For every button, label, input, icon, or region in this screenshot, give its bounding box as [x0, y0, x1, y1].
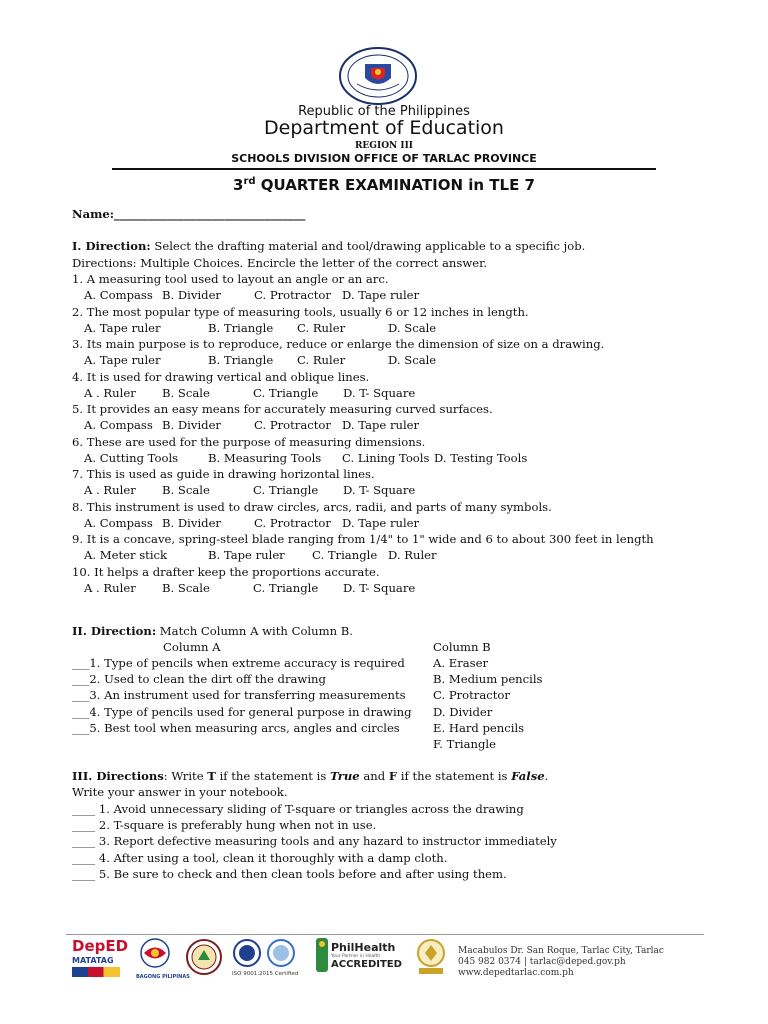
question-text: 5. It provides an easy means for accurately measuring curved surfaces.: [72, 402, 493, 416]
part1-subdirection: Directions: Multiple Choices. Encircle the letter of the correct answer.: [72, 256, 488, 270]
part1-heading-text: Select the drafting material and tool/drawing applicable to a specific job.: [150, 239, 586, 253]
answer-option[interactable]: B. Scale: [162, 580, 210, 595]
match-choice: C. Protractor: [433, 688, 510, 702]
question-text: 4. It is used for drawing vertical and oblique lines.: [72, 369, 370, 384]
philhealth-icon: [316, 938, 328, 972]
answer-option[interactable]: A . Ruler: [84, 385, 136, 400]
accredited-text: ACCREDITED: [331, 958, 402, 970]
iso-logo: [232, 938, 298, 977]
tf-item: ____ 4. After using a tool, clean it thoroughly with a damp cloth.: [72, 851, 448, 865]
match-choice: F. Triangle: [433, 737, 496, 751]
exam-title-sup: rd: [243, 176, 256, 187]
answer-option[interactable]: D. Scale: [388, 320, 437, 335]
answer-option[interactable]: B. Triangle: [208, 353, 274, 368]
match-item: ___3. An instrument used for transferring measurements: [72, 688, 406, 702]
exam-title: [0, 176, 768, 194]
answer-option[interactable]: D. Tape ruler: [342, 515, 420, 530]
award-seal-icon: [414, 938, 448, 978]
match-item: ___1. Type of pencils when extreme accuracy is required: [72, 656, 405, 670]
question-text: 3. Its main purpose is to reproduce, reduce or enlarge the dimension of size on a drawing.: [72, 337, 605, 351]
exam-title-number: 3: [233, 176, 244, 194]
answer-option[interactable]: C. Protractor: [254, 515, 331, 530]
answer-option[interactable]: A. Tape ruler: [84, 320, 161, 335]
footer-website[interactable]: www.depedtarlac.com.ph: [458, 968, 574, 978]
footer-phone-email: 045 982 0374 | tarlac@deped.gov.ph: [458, 957, 626, 967]
match-choice: E. Hard pencils: [433, 721, 525, 735]
iso-badge-icon: [232, 938, 262, 968]
tf-item: ____ 2. T-square is preferably hung when not in use.: [72, 818, 377, 832]
match-item: ___2. Used to clean the dirt off the drawing: [72, 672, 326, 686]
part3-false-letter: F: [388, 769, 398, 783]
tf-item: ____ 5. Be sure to check and then clean tools before and after using them.: [72, 867, 507, 881]
answer-option[interactable]: B. Measuring Tools: [208, 450, 322, 465]
column-a-title: Column A: [163, 640, 221, 654]
question-text: 2. The most popular type of measuring tools, usually 6 or 12 inches in length.: [72, 304, 529, 319]
footer-address: Macabulos Dr. San Roque, Tarlac City, Tarlac: [458, 946, 664, 956]
answer-option[interactable]: D. Tape ruler: [342, 418, 420, 433]
answer-option[interactable]: B. Scale: [162, 385, 210, 400]
answer-option[interactable]: D. T- Square: [343, 483, 416, 498]
tarlac-seal-logo: [185, 938, 223, 980]
answer-option[interactable]: C. Triangle: [253, 483, 319, 498]
answer-option[interactable]: C. Triangle: [312, 548, 378, 563]
answer-option[interactable]: D. Scale: [388, 353, 437, 368]
deped-matatag-logo: [72, 938, 128, 977]
footer-divider: [66, 934, 704, 935]
part1-heading: [72, 239, 585, 253]
part1-heading-label: I. Direction:: [72, 239, 151, 253]
footer-contact: [458, 946, 664, 979]
question-text: 10. It helps a drafter keep the proportions accurate.: [72, 564, 380, 579]
part3-true-word: True: [329, 769, 360, 783]
answer-option[interactable]: A . Ruler: [84, 483, 136, 498]
answer-option[interactable]: D. Tape ruler: [342, 288, 420, 303]
answer-option[interactable]: C. Protractor: [254, 288, 331, 303]
part2-heading-label: II. Direction:: [72, 624, 157, 638]
answer-option[interactable]: A. Cutting Tools: [84, 450, 179, 465]
answer-option[interactable]: A. Compass: [84, 515, 153, 530]
division-name: SCHOOLS DIVISION OFFICE OF TARLAC PROVINCE: [231, 152, 537, 165]
match-item: ___5. Best tool when measuring arcs, angles and circles: [72, 721, 400, 735]
question-text: 9. It is a concave, spring-steel blade ranging from 1/4" to 1" wide and 6 to about 300 feet in length: [72, 532, 654, 546]
answer-option[interactable]: A. Compass: [84, 288, 153, 303]
part3-true-letter: T: [207, 769, 216, 783]
iso-text: ISO 9001:2015 Certified: [232, 971, 299, 977]
name-blank[interactable]: _________________________________: [114, 207, 306, 221]
question-text: 1. A measuring tool used to layout an angle or an arc.: [72, 272, 389, 286]
matatag-stripe: [72, 967, 120, 977]
answer-option[interactable]: D. T- Square: [343, 385, 416, 400]
answer-option[interactable]: B. Triangle: [208, 320, 274, 335]
part3-subdirection: Write your answer in your notebook.: [72, 785, 288, 799]
part2-heading-text: Match Column A with Column B.: [156, 624, 353, 638]
answer-option[interactable]: A. Meter stick: [84, 548, 168, 563]
column-b-title: Column B: [433, 640, 491, 654]
question-text: 6. These are used for the purpose of measuring dimensions.: [72, 434, 426, 449]
header-divider: [112, 168, 656, 170]
answer-option[interactable]: C. Lining Tools: [342, 450, 430, 465]
country-name: Republic of the Philippines: [298, 104, 470, 119]
tf-item: ____ 3. Report defective measuring tools and any hazard to instructor immediately: [72, 834, 557, 848]
answer-option[interactable]: C. Triangle: [253, 385, 319, 400]
region-label: REGION III: [354, 141, 414, 151]
answer-option[interactable]: B. Divider: [162, 515, 221, 530]
answer-option[interactable]: C. Triangle: [253, 580, 319, 595]
certification-badge-icon: [266, 938, 296, 968]
question-text: 7. This is used as guide in drawing horizontal lines.: [72, 467, 375, 481]
match-choice: B. Medium pencils: [433, 672, 543, 686]
answer-option[interactable]: B. Divider: [162, 288, 221, 303]
department-name: Department of Education: [264, 117, 504, 139]
part3-heading-label: III. Directions: [72, 769, 164, 783]
question-text: 8. This instrument is used to draw circles, arcs, radii, and parts of many symbols.: [72, 499, 552, 514]
philhealth-tagline: Your Partner in Health: [331, 953, 381, 959]
part3-text: : Write: [163, 769, 208, 783]
part3-text: and: [359, 769, 389, 783]
deped-seal-icon: [337, 46, 419, 106]
answer-option[interactable]: B. Tape ruler: [208, 548, 285, 563]
bagong-pilipinas-text: BAGONG PILIPINAS: [136, 974, 190, 980]
award-logo: [414, 938, 448, 982]
answer-option[interactable]: A. Tape ruler: [84, 353, 161, 368]
deped-logo-text: DepED: [72, 937, 129, 955]
part3-text: if the statement is: [215, 769, 330, 783]
answer-option[interactable]: D. Testing Tools: [434, 450, 528, 465]
exam-title-text: QUARTER EXAMINATION in TLE 7: [255, 176, 535, 194]
part3-text: .: [544, 769, 549, 783]
match-choice: D. Divider: [433, 705, 493, 719]
part3-heading: [72, 769, 548, 783]
part3-text: if the statement is: [397, 769, 512, 783]
part3-false-word: False: [511, 769, 545, 783]
part2-heading: [72, 624, 353, 638]
name-field[interactable]: [72, 207, 305, 221]
tarlac-seal-icon: [185, 938, 223, 976]
answer-option[interactable]: A. Compass: [84, 418, 153, 433]
answer-option[interactable]: B. Divider: [162, 418, 221, 433]
match-choice: A. Eraser: [433, 656, 489, 670]
answer-option[interactable]: D. T- Square: [343, 580, 416, 595]
philhealth-text: PhilHealth: [331, 940, 396, 954]
bagong-pilipinas-logo: [136, 938, 190, 980]
philhealth-logo: [316, 938, 402, 972]
answer-option[interactable]: B. Scale: [162, 483, 210, 498]
answer-option[interactable]: C. Protractor: [254, 418, 331, 433]
answer-option[interactable]: D. Ruler: [388, 548, 437, 563]
tf-item: ____ 1. Avoid unnecessary sliding of T-square or triangles across the drawing: [72, 802, 524, 816]
name-label: Name:: [72, 207, 115, 221]
match-item: ___4. Type of pencils used for general purpose in drawing: [72, 705, 412, 719]
answer-option[interactable]: C. Ruler: [297, 353, 346, 368]
answer-option[interactable]: C. Ruler: [297, 320, 346, 335]
answer-option[interactable]: A . Ruler: [84, 580, 136, 595]
bagong-pilipinas-icon: [136, 938, 174, 968]
matatag-text: MATATAG: [72, 956, 114, 965]
